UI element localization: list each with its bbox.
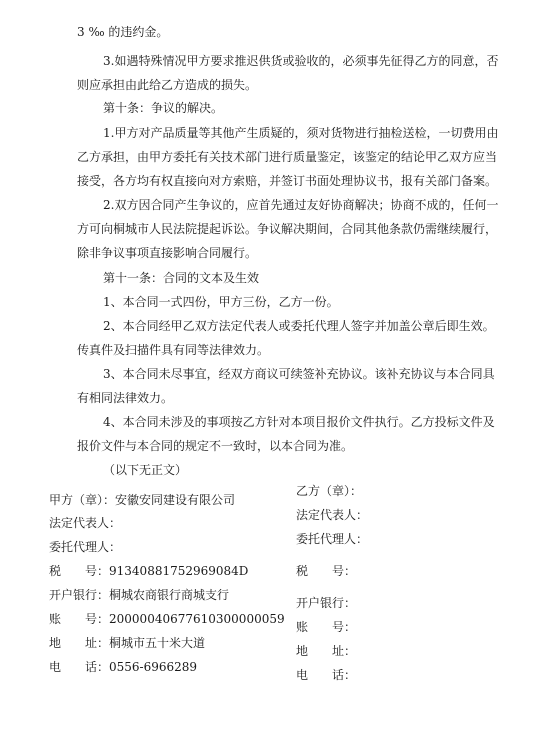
party-b-account-label: 账 号： <box>296 620 357 634</box>
party-a-account-label: 账 号： <box>49 612 110 626</box>
party-a-agent-label: 委托代理人： <box>49 540 122 554</box>
party-a-address-row <box>49 635 205 651</box>
article-11-item-1: 1、本合同一式四份，甲方三份，乙方一份。 <box>103 295 339 309</box>
article-11-item-2-line-2: 传真件及扫描件具有同等法律效力。 <box>77 343 270 357</box>
party-a-name-value: 安徽安同建设有限公司 <box>115 493 236 507</box>
party-a-tax-row <box>49 563 248 579</box>
party-a-bank-row <box>49 587 229 603</box>
clause-9-item-3-line-1: 3.如遇特殊情况甲方要求推迟供货或验收的，必须事先征得乙方的同意，否 <box>103 54 499 68</box>
penalty-tail-line: 3 ‰ 的违约金。 <box>77 25 169 39</box>
party-a-address-value: 桐城市五十米大道 <box>109 636 206 650</box>
party-a-tax-value: 91340881752969084D <box>109 564 249 578</box>
party-b-rep-label: 法定代表人： <box>296 508 369 522</box>
party-b-address-label: 地 址： <box>296 644 357 658</box>
article-10-item-1-line-1: 1.甲方对产品质量等其他产生质疑的，须对货物进行抽检送检，一切费用由 <box>103 126 499 140</box>
clause-9-item-3-line-2: 则应承担由此给乙方造成的损失。 <box>77 78 258 92</box>
party-b-phone-label: 电 话： <box>296 668 357 682</box>
party-b-tax-label: 税 号： <box>296 564 357 578</box>
party-a-account-value: 20000040677610300000059 <box>109 612 285 626</box>
party-a-phone-row <box>49 659 197 675</box>
party-a-bank-label: 开户银行： <box>49 588 110 602</box>
article-10-item-2-line-3: 除非争议事项直接影响合同履行。 <box>77 246 258 260</box>
party-a-name-label: 甲方（章）： <box>49 493 116 507</box>
party-a-account-row <box>49 611 285 627</box>
party-b-name-label: 乙方（章）： <box>296 484 363 498</box>
party-a-address-label: 地 址： <box>49 636 110 650</box>
party-a-phone-value: 0556-6966289 <box>109 660 198 674</box>
party-a-rep-label: 法定代表人： <box>49 516 122 530</box>
article-11-item-2-line-1: 2、本合同经甲乙双方法定代表人或委托代理人签字并加盖公章后即生效。 <box>103 319 495 333</box>
party-a-tax-label: 税 号： <box>49 564 110 578</box>
article-10-item-2-line-2: 方可向桐城市人民法院提起诉讼。争议解决期间，合同其他条款仍需继续履行， <box>77 222 498 236</box>
article-11-item-4-line-1: 4、本合同未涉及的事项按乙方针对本项目报价文件执行。乙方投标文件及 <box>103 415 495 429</box>
article-10-item-2-line-1: 2.双方因合同产生争议的，应首先通过友好协商解决；协商不成的，任何一 <box>103 198 499 212</box>
party-b-bank-label: 开户银行： <box>296 596 357 610</box>
party-a-phone-label: 电 话： <box>49 660 110 674</box>
article-10-item-1-line-2: 乙方承担，由甲方委托有关技术部门进行质量鉴定，该鉴定的结论甲乙双方应当 <box>77 150 498 164</box>
party-b-agent-label: 委托代理人： <box>296 532 369 546</box>
article-11-item-4-line-2: 报价文件与本合同的规定不一致时，以本合同为准。 <box>77 439 354 453</box>
party-a-name-row <box>49 492 235 508</box>
article-11-item-3-line-2: 有相同法律效力。 <box>77 391 174 405</box>
article-11-item-3-line-1: 3、本合同未尽事宜，经双方商议可续签补充协议。该补充协议与本合同具 <box>103 367 495 381</box>
article-10-title: 第十条：争议的解决。 <box>103 101 224 115</box>
article-11-title: 第十一条：合同的文本及生效 <box>103 271 260 285</box>
article-10-item-1-line-3: 接受，各方均有权直接向对方索赔，并签订书面处理协议书，报有关部门备案。 <box>77 174 498 188</box>
end-of-text-note: （以下无正文） <box>103 463 188 477</box>
party-a-bank-value: 桐城农商银行商城支行 <box>109 588 230 602</box>
